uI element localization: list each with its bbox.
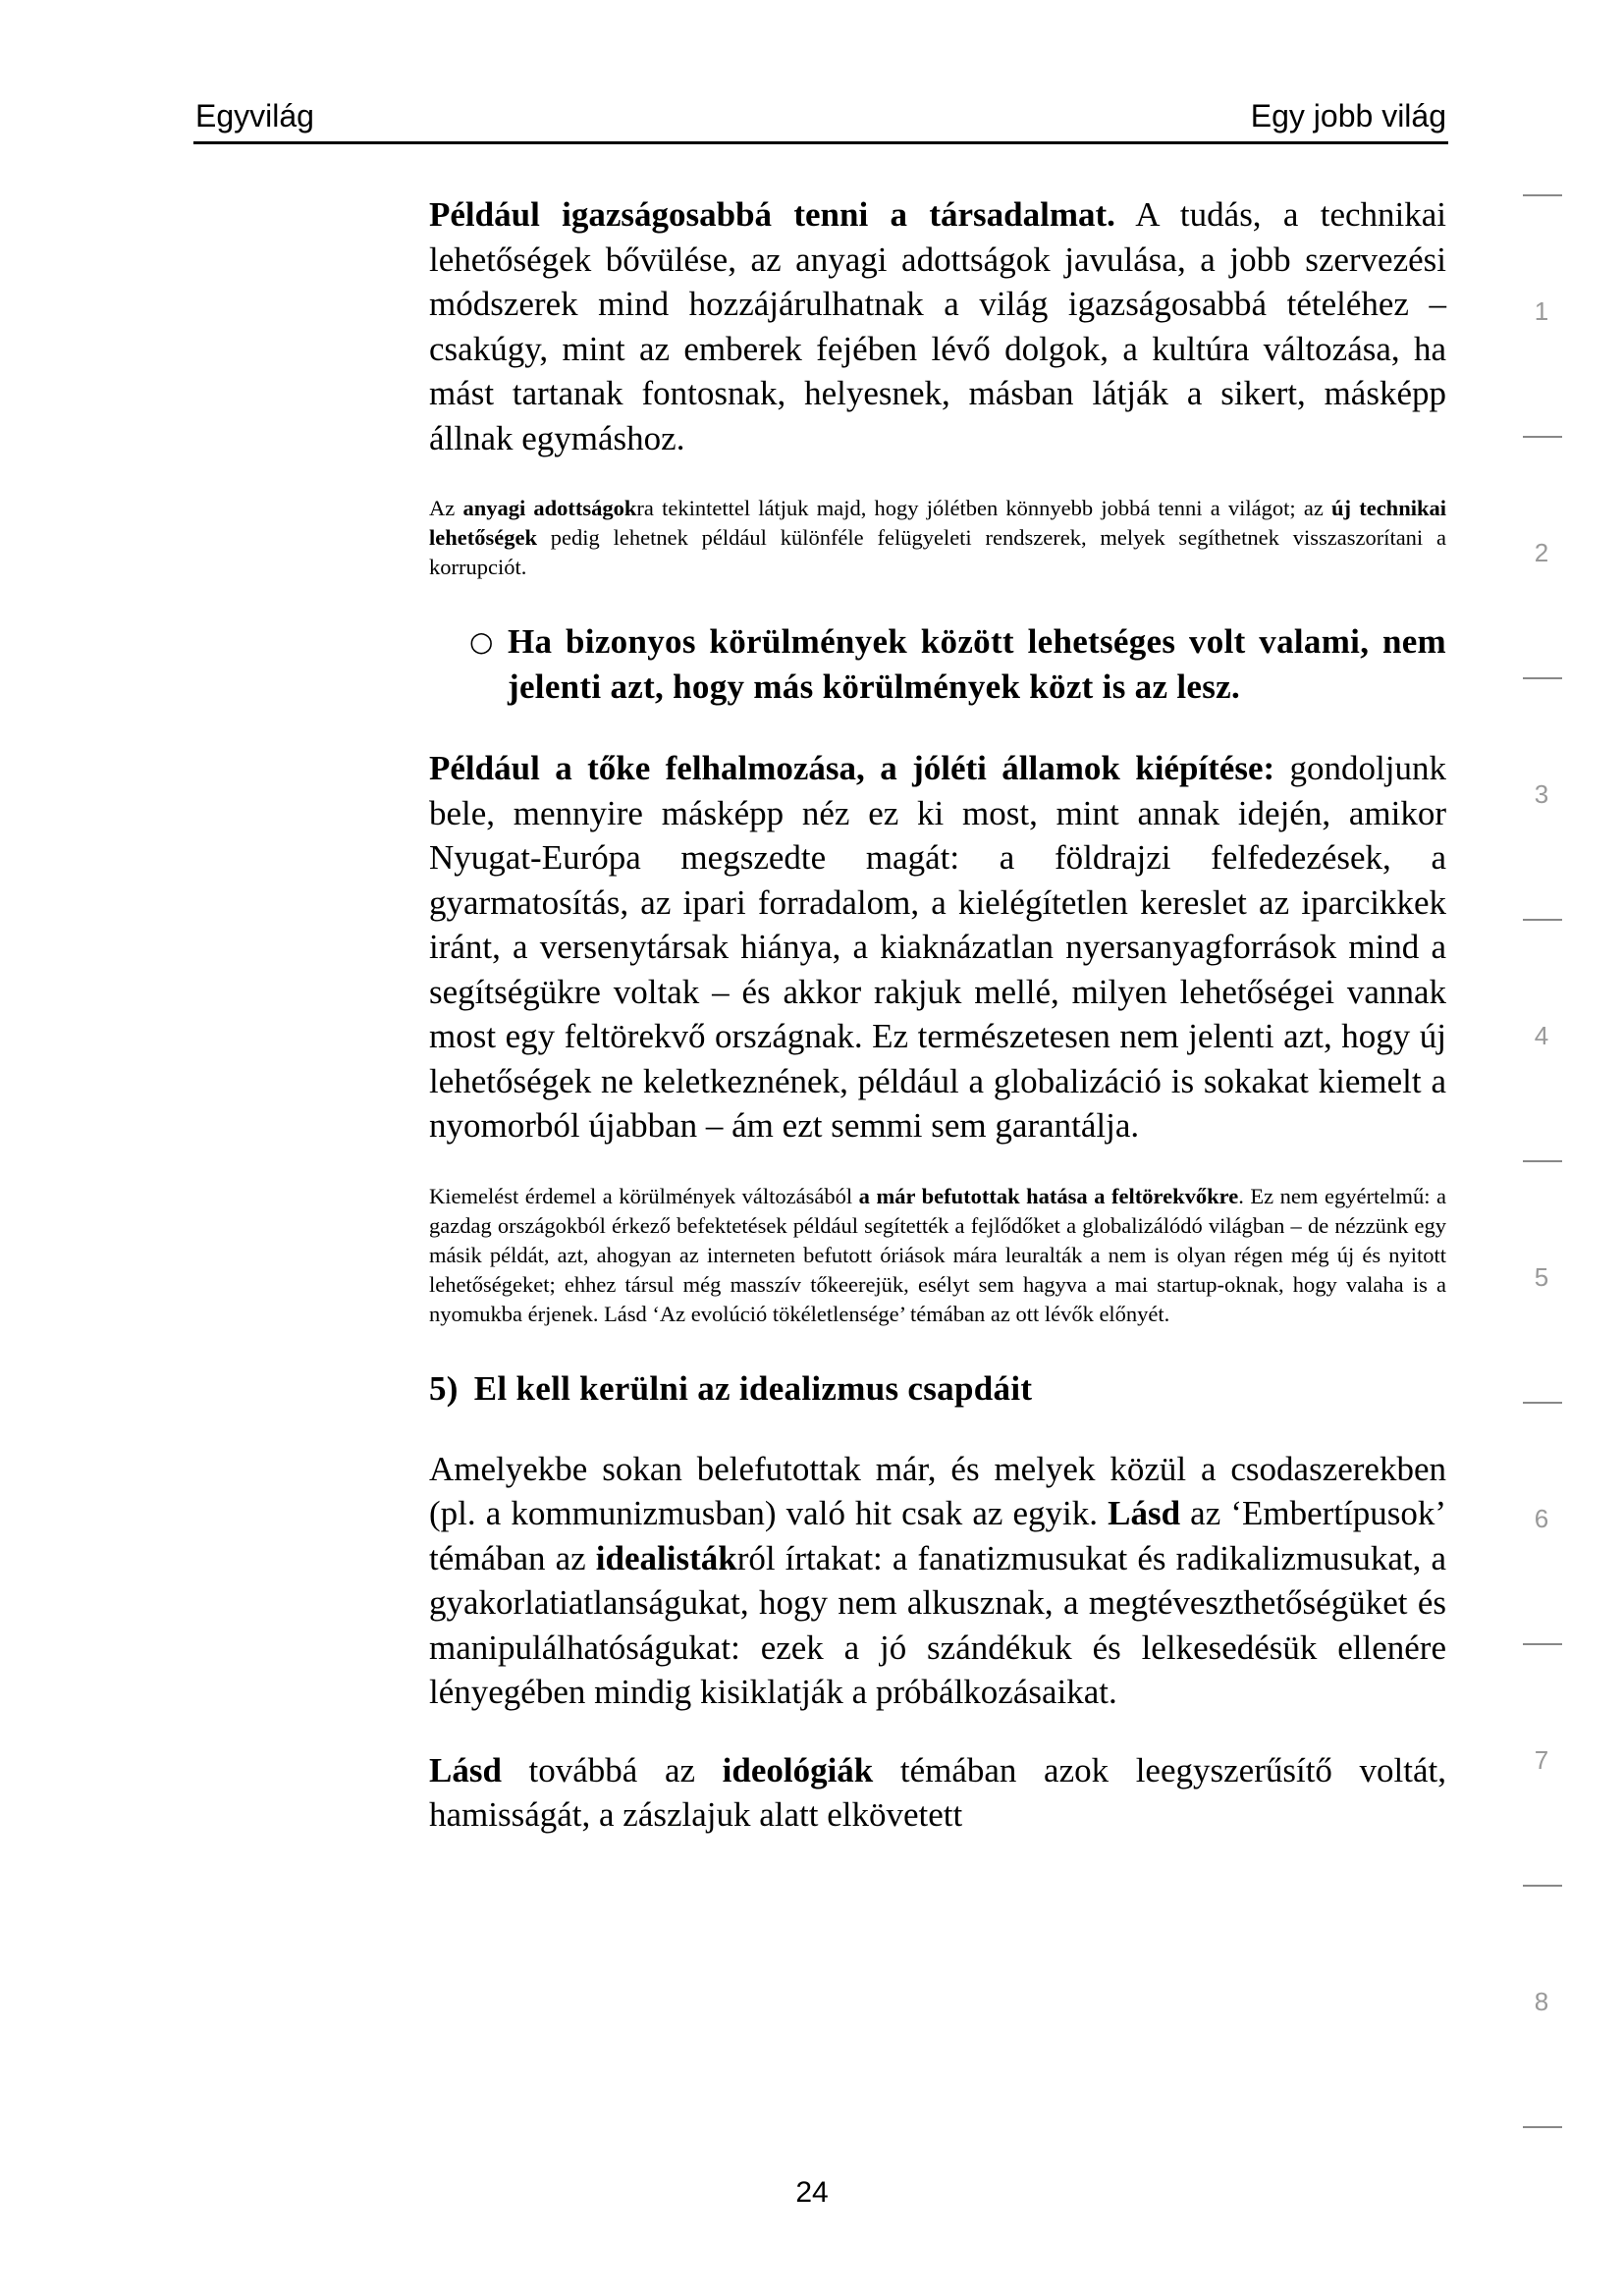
header-chapter-title: Egy jobb világ (1250, 98, 1446, 133)
section-number: 5) (429, 1368, 459, 1408)
note-text: Az (429, 496, 463, 520)
paragraph-fairer-society (429, 192, 1446, 460)
paragraph-body: témában azok leegyszerűsítő voltát, hamisságát, a zászlajuk alatt elkövetett (429, 1750, 1446, 1834)
paragraph-body: ról írtakat: a fanatizmusukat és radikalizmusukat, a gyakorlatiatlanságukat, hogy nem alkusznak, a megtéveszthetőségüket és manipulálhatóságukat: ezek a jó szándékuk és lelkesedésük ellenére lényegében mindig kisiklatják a próbálkozásaikat. (429, 1538, 1446, 1711)
note-emphasis: anyagi adottságok (462, 496, 637, 520)
margin-ruler (1517, 177, 1566, 2140)
margin-line-number: 8 (1534, 1987, 1549, 2016)
paragraph-ideologies (429, 1748, 1446, 1838)
paragraph-emphasis: ideológiák (722, 1750, 874, 1789)
margin-divider (1523, 1885, 1562, 1887)
paragraph-capital-accumulation (429, 746, 1446, 1148)
margin-divider (1523, 677, 1562, 679)
margin-divider (1523, 1160, 1562, 1162)
note-material-conditions (429, 494, 1446, 582)
running-header (193, 98, 1448, 144)
margin-divider (1523, 919, 1562, 921)
note-text: ra tekintettel látjuk majd, hogy jólétben könnyebb jobbá tenni a világot; az (636, 496, 1332, 520)
paragraph-idealism-traps (429, 1447, 1446, 1715)
paragraph-emphasis: idealisták (595, 1538, 737, 1577)
note-emphasis: a már befutottak hatása a feltörekvőkre (858, 1183, 1239, 1208)
margin-line-number: 6 (1534, 1504, 1549, 1533)
paragraph-body: A tudás, a technikai lehetőségek bővülése, az anyagi adottságok javulása, a jobb szervezési módszerek mind hozzájárulhatnak a világ igazságosabbá tételéhez – csakúgy, mint az emberek fejében lévő dolgok, a kultúra változása, ha mást tartanak fontosnak, helyesnek, másban látják a sikert, másképp állnak egymáshoz. (429, 195, 1446, 457)
margin-line-number: 3 (1534, 779, 1549, 809)
section-title: El kell kerülni az idealizmus csapdáit (473, 1368, 1033, 1408)
bullet-point-circumstances (429, 619, 1446, 709)
paragraph-body: továbbá az (501, 1750, 723, 1789)
margin-line-number: 4 (1534, 1021, 1549, 1050)
paragraph-lead: Például igazságosabbá tenni a társadalmat. (429, 195, 1115, 234)
margin-divider (1523, 1402, 1562, 1404)
margin-divider (1523, 436, 1562, 438)
margin-line-number: 7 (1534, 1745, 1549, 1775)
paragraph-emphasis: Lásd (1108, 1494, 1181, 1532)
paragraph-lead: Például a tőke felhalmozása, a jóléti államok kiépítése: (429, 749, 1275, 787)
hollow-circle-bullet-icon: ○ (469, 625, 494, 658)
page-number: 24 (795, 2176, 829, 2209)
note-text: Kiemelést érdemel a körülmények változásából (429, 1183, 859, 1208)
note-text: pedig lehetnek például különféle felügyeleti rendszerek, melyek segíthetnek visszaszorítani a korrupciót. (429, 525, 1446, 579)
note-emphasis: új technikai lehetőségek (429, 496, 1446, 550)
paragraph-body: Amelyekbe sokan belefutottak már, és melyek közül a csodaszerekben (pl. a kommunizmusban) való hit csak az egyik. (429, 1449, 1446, 1532)
header-book-title: Egyvilág (195, 98, 314, 133)
margin-line-number: 2 (1534, 538, 1549, 567)
paragraph-body: gondoljunk bele, mennyire másképp néz ez ki most, mint annak idején, amikor Nyugat-Európa megszedte magát: a földrajzi felfedezések, a gyarmatosítás, az ipari forradalom, a kielégítetlen kereslet az iparcikkek iránt, a versenytársak hiánya, a kiaknázatlan nyersanyagforrások mind a segítségükre voltak – és akkor rakjuk mellé, milyen lehetőségei vannak most egy feltörekvő országnak. Ez természetesen nem jelenti azt, hogy új lehetőségek ne keletkeznének, például a globalizáció is sokakat kiemelt a nyomorból újabban – ám ezt semmi sem garantálja. (429, 749, 1446, 1145)
paragraph-body: az ‘Embertípusok’ témában az (429, 1494, 1446, 1577)
margin-divider (1523, 2126, 1562, 2128)
margin-divider (1523, 1643, 1562, 1645)
margin-divider (1523, 194, 1562, 196)
note-established-players (429, 1182, 1446, 1329)
section-heading-idealism (429, 1366, 1446, 1412)
paragraph-emphasis: Lásd (429, 1750, 502, 1789)
note-text: . Ez nem egyértelmű: a gazdag országokból érkező befektetések például segítették a fejlődőket a globalizálódó világban – de nézzünk egy másik példát, azt, ahogyan az interneten befutott óriások mára leuralták a nem is olyan régen még új és nyitott lehetőségeket; ehhez társul még masszív tőkeerejük, esélyt sem hagyva a mai startup-oknak, hogy valaha is a nyomukba érjenek. Lásd ‘Az evolúció tökéletlensége’ témában az ott lévők előnyét. (429, 1183, 1446, 1326)
bullet-text: Ha bizonyos körülmények között lehetséges volt valami, nem jelenti azt, hogy más körülmények közt is az lesz. (508, 622, 1446, 706)
body-text (429, 192, 1446, 1871)
margin-line-number: 5 (1534, 1262, 1549, 1292)
margin-line-number: 1 (1534, 296, 1549, 326)
